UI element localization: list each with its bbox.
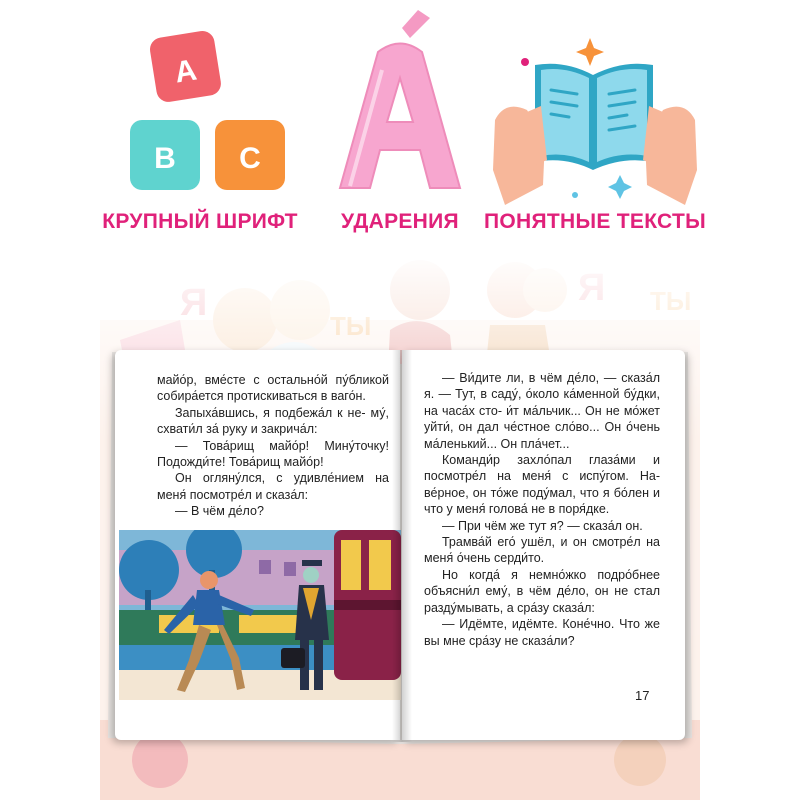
block-c-letter: C [239, 142, 261, 175]
open-book [100, 330, 700, 745]
feature-label-stress: УДАРЕНИЯ [341, 210, 459, 233]
station-illustration [119, 530, 401, 700]
right-page [402, 350, 685, 740]
paragraph: майо́р, вме́сте с остально́й пу́бликой собира́ется протискиваться в ваго́н. [157, 373, 389, 404]
paragraph: Но когда́ я немно́жко подро́бнее объясни́л ему́, в чём де́ло, он не стал разду́мывать, а сра́зу сказа́л: [424, 567, 660, 615]
open-book-hands-icon [465, 10, 725, 205]
paragraph: — Ви́дите ли, в чём де́ло, — сказа́л я. — Тут, в саду́, о́коло ка́менной бу́дки, на часа́х сто- и́т ма́льчик... Он не мо́жет уйти́, он дал че́стное сло́во... Он о́чень ма́ленький... Он пла́чет... [424, 371, 660, 451]
paragraph: — Идёмте, идёмте. Коне́чно. Что же вы мне сра́зу не сказа́ли? [424, 617, 660, 648]
left-page-text [157, 372, 389, 520]
paragraph: Команди́р захло́пал глаза́ми и посмотре́л на меня́ с испу́гом. На- ве́рное, он то́же поду́мал, что я бо́лен и что у меня́ голова́ не в поря́дке. [424, 453, 660, 517]
paragraph: — Това́рищ майо́р! Мину́точку! Подожди́те! Това́рищ майо́р! [157, 438, 389, 470]
feature-label-large-font: КРУПНЫЙ ШРИФТ [102, 210, 298, 233]
right-page-text [424, 370, 660, 649]
feature-label-clear-texts: ПОНЯТНЫЕ ТЕКСТЫ [484, 210, 706, 233]
feature-clear-texts [465, 10, 725, 240]
paragraph: — При чём же тут я? — сказа́л он. [442, 518, 643, 533]
book-spine-shadow [392, 350, 412, 742]
paragraph: — В чём де́ло? [175, 504, 264, 519]
block-a-letter: A [172, 53, 200, 90]
paragraph: Запыха́вшись, я подбежа́л к не- му́, схвати́л за́ руку и закрича́л: [157, 405, 389, 437]
block-b-letter: B [154, 142, 176, 175]
page-number: 17 [635, 688, 650, 703]
left-page [115, 350, 400, 740]
paragraph: Трамва́й его́ ушёл, и он смотре́л на меня́ о́чень серди́то. [424, 535, 660, 566]
paragraph: Он огляну́лся, с удивле́нием на меня́ посмотре́л и сказа́л: [157, 471, 389, 502]
